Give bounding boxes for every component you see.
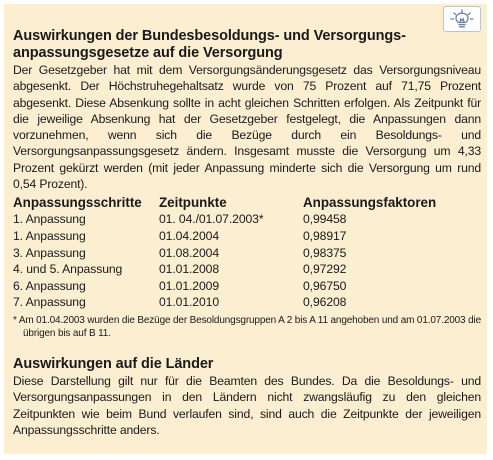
table-row xyxy=(13,278,463,295)
cell-date: 01.08.2004 xyxy=(159,245,219,260)
cell-factor: 0,96208 xyxy=(303,295,347,310)
cell-step: 4. und 5. Anpassung xyxy=(13,262,123,277)
info-box xyxy=(4,4,487,454)
cell-step: 1. Anpassung xyxy=(13,212,86,227)
adjustment-table xyxy=(13,194,463,311)
cell-factor: 0,96750 xyxy=(303,278,347,293)
table-row xyxy=(13,245,463,262)
cell-date: 01.01.2009 xyxy=(159,278,219,293)
cell-date: 01.01.2010 xyxy=(159,295,219,310)
cell-date: 01. 04./01.07.2003* xyxy=(159,212,264,227)
cell-factor: 0,98375 xyxy=(303,245,347,260)
section2-body: Diese Darstellung gilt nur für die Beamten des Bundes. Da die Besoldungs- und Versorgungsanpassungen in den Ländern nicht zwangsläufig zu den gleichen Zeitpunkten wie beim Bund verlaufen sind, sind auch die Zeitpunkte der jeweiligen Anpassungsschritte anders. xyxy=(13,373,481,437)
table-footnote: * Am 01.04.2003 wurden die Bezüge der Besoldungsgruppen A 2 bis A 11 angehoben und am 01.07.2003 die übrigen bis auf B 11. xyxy=(13,314,481,340)
section1-heading-line1: Auswirkungen der Bundesbesoldungs- und Versorgungs- xyxy=(13,28,406,44)
cell-step: 6. Anpassung xyxy=(13,278,86,293)
table-row xyxy=(13,211,463,228)
cell-step: 1. Anpassung xyxy=(13,228,86,243)
cell-date: 01.04.2004 xyxy=(159,228,219,243)
column-header-factors: Anpassungsfaktoren xyxy=(303,195,437,211)
table-row xyxy=(13,228,463,245)
table-header-row xyxy=(13,194,463,211)
cell-factor: 0,97292 xyxy=(303,262,347,277)
table-row xyxy=(13,261,463,278)
section2-heading: Auswirkungen auf die Länder xyxy=(13,355,214,372)
section2 xyxy=(13,356,481,438)
section1-heading xyxy=(13,28,481,62)
cell-step: 3. Anpassung xyxy=(13,245,86,260)
cell-factor: 0,99458 xyxy=(303,212,347,227)
table-row xyxy=(13,294,463,311)
content xyxy=(13,28,481,438)
section1-body: Der Gesetzgeber hat mit dem Versorgungsänderungsgesetz das Versorgungsniveau abgesenkt. Der Höchstruhegehaltsatz wurde von 75 Prozent auf 71,75 Prozent abgesenkt. Diese Absenkung sollte in acht gleichen Schritten erfolgen. Als Zeitpunkt für die jeweilige Absenkung hat der Gesetzgeber festgelegt, die Anpassungen dann vorzunehmen, wenn sich die Bezüge durch ein Besoldungs- und Versorgungsanpassungsgesetz ändern. Insgesamt musste die Versorgung um 4,33 Prozent gekürzt werden (mit jeder Anpassung minderte sich die Versorgung um rund 0,54 Prozent). xyxy=(13,63,481,192)
cell-date: 01.01.2008 xyxy=(159,262,219,277)
column-header-steps: Anpassungsschritte xyxy=(13,195,142,211)
cell-step: 7. Anpassung xyxy=(13,295,86,310)
section1-heading-line2: anpassungsgesetze auf die Versorgung xyxy=(13,45,283,61)
column-header-dates: Zeitpunkte xyxy=(159,195,227,211)
cell-factor: 0,98917 xyxy=(303,228,347,243)
